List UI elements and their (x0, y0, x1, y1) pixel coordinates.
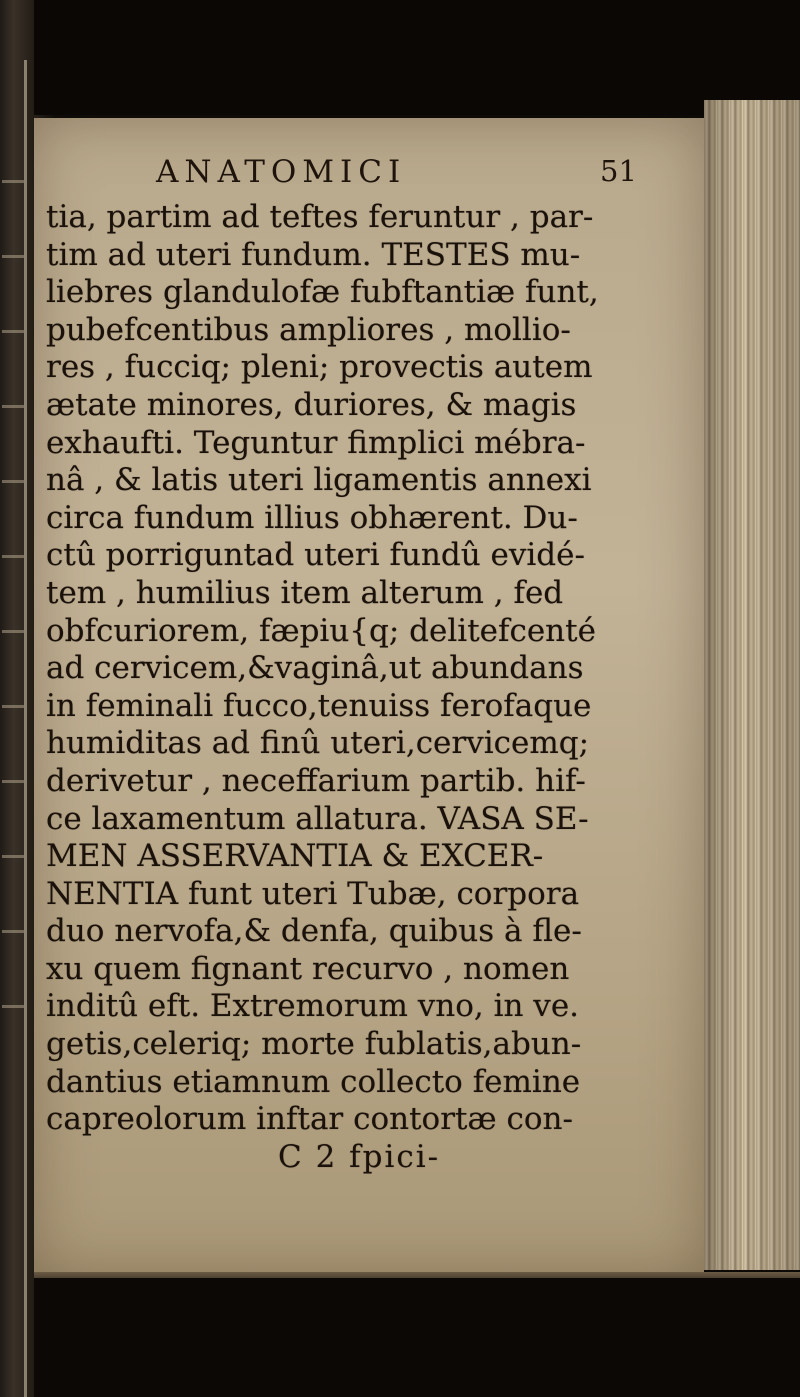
text-line: NENTIA funt uteri Tubæ, corpora (46, 875, 580, 912)
edge-mark (2, 330, 24, 333)
text-line: duo nervofa,& denfa, quibus à fle- (46, 913, 582, 950)
edge-mark (2, 705, 24, 708)
text-line: pubefcentibus ampliores , mollio- (46, 311, 571, 348)
page-header (34, 154, 704, 194)
text-line: derivetur , neceffarium partib. hif- (46, 762, 586, 799)
text-line: exhaufti. Teguntur fimplici mébra- (46, 424, 586, 461)
text-line: nâ , & latis uteri ligamentis annexi (46, 462, 592, 499)
text-line: humiditas ad finû uteri,cervicemq; (46, 725, 590, 762)
text-line: tim ad uteri fundum. TESTES mu- (46, 236, 581, 273)
edge-mark (2, 780, 24, 783)
left-edge-rule (24, 60, 27, 1397)
background-bottom (34, 1278, 800, 1397)
edge-mark (2, 1005, 24, 1008)
text-line: capreolorum inftar contortæ con- (46, 1101, 573, 1138)
background-top (0, 0, 800, 115)
text-line: getis,celeriq; morte fublatis,abun- (46, 1026, 582, 1063)
text-line: tia, partim ad teftes feruntur , par- (46, 199, 594, 235)
catchword-line: C 2 fpici- (278, 1138, 441, 1175)
text-line: xu quem fignant recurvo , nomen (46, 950, 570, 987)
page-number: 51 (600, 154, 637, 188)
left-page-edge (0, 0, 34, 1397)
text-line: liebres glandulofæ fubftantiæ funt, (46, 274, 599, 311)
text-line: obfcuriorem, fæpiu{q; delitefcenté (46, 612, 596, 649)
text-line: ce laxamentum allatura. VASA SE- (46, 800, 589, 837)
text-line: inditû eft. Extremorum vno, in ve. (46, 988, 580, 1025)
edge-mark (2, 480, 24, 483)
text-line: dantius etiamnum collecto femine (46, 1063, 581, 1100)
edge-mark (2, 180, 24, 183)
text-line: res , fucciq; pleni; provectis autem (46, 349, 593, 386)
edge-mark (2, 630, 24, 633)
text-line: ctû porriguntad uteri fundû evidé- (46, 537, 585, 574)
edge-mark (2, 930, 24, 933)
text-line: in feminali fucco,tenuiss ferofaque (46, 687, 592, 724)
text-line: ad cervicem,&vaginâ,ut abundans (46, 650, 584, 687)
gutter-shadow (704, 100, 800, 1270)
edge-mark (2, 255, 24, 258)
running-head: ANATOMICI (156, 154, 407, 190)
text-line: tem , humilius item alterum , fed (46, 574, 564, 611)
text-line: circa fundum illius obhærent. Du- (46, 499, 578, 536)
body-text (46, 199, 696, 1176)
edge-mark (2, 405, 24, 408)
page-text (34, 118, 704, 1278)
text-line: MEN ASSERVANTIA & EXCER- (46, 838, 544, 875)
edge-mark (2, 855, 24, 858)
edge-mark (2, 555, 24, 558)
text-line: ætate minores, duriores, & magis (46, 386, 577, 423)
